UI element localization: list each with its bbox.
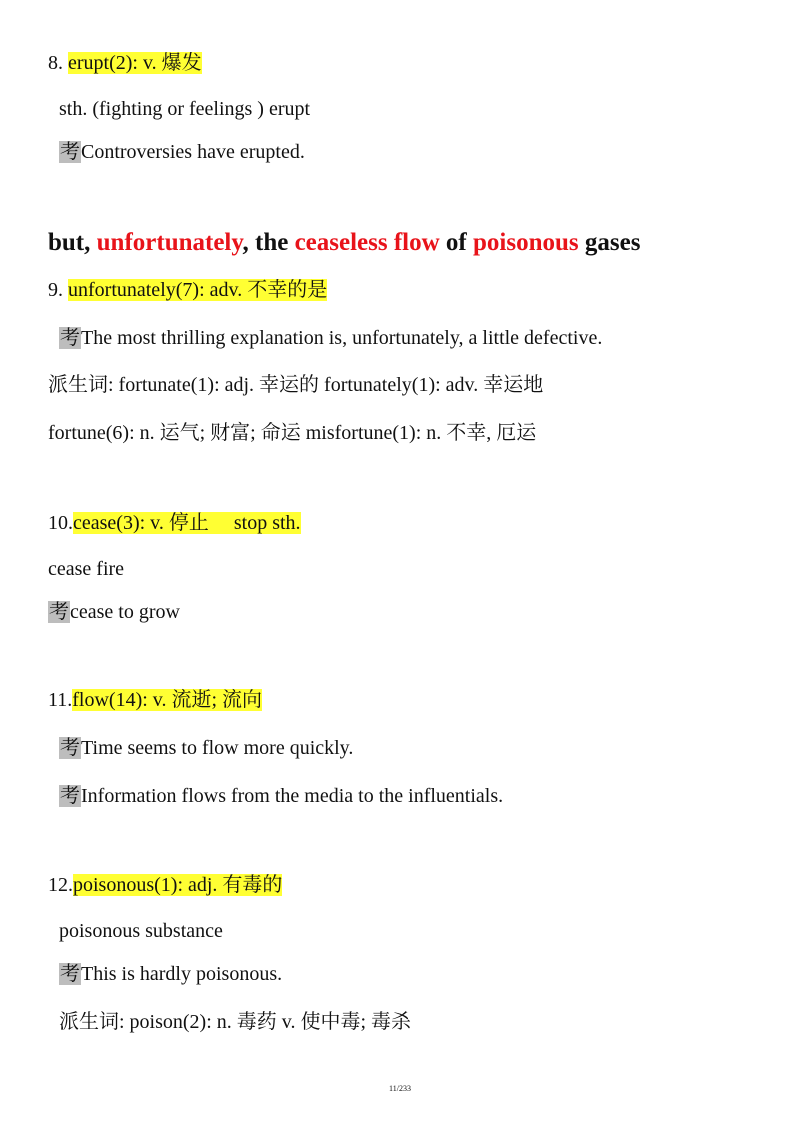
heading-part: gases bbox=[578, 229, 641, 256]
exam-badge: 考 bbox=[60, 963, 80, 985]
exam-badge: 考 bbox=[60, 327, 80, 349]
heading-part: , the bbox=[242, 229, 295, 256]
entry-12-exam-text: This is hardly poisonous. bbox=[81, 963, 283, 985]
entry-12-derived: 派生词: poison(2): n. 毒药 v. 使中毒; 毒杀 bbox=[59, 1011, 412, 1033]
entry-10-exam bbox=[48, 598, 180, 626]
entry-9-derived-2: fortune(6): n. 运气; 财富; 命运 misfortune(1): n. 不幸, 厄运 bbox=[48, 422, 537, 444]
entry-12-header bbox=[48, 871, 282, 899]
heading-part: but, bbox=[48, 229, 97, 256]
entry-11-exam-1-text: Time seems to flow more quickly. bbox=[81, 737, 354, 759]
heading-part: of bbox=[439, 229, 473, 256]
heading-keyword-poisonous: poisonous bbox=[473, 229, 579, 256]
entry-8-number: 8. bbox=[48, 52, 68, 74]
entry-10-header bbox=[48, 509, 301, 537]
entry-12-title: poisonous(1): adj. 有毒的 bbox=[73, 874, 283, 896]
entry-9-title: unfortunately(7): adv. 不幸的是 bbox=[68, 279, 328, 301]
heading-keyword-ceaseless-flow: ceaseless flow bbox=[294, 229, 440, 256]
exam-badge: 考 bbox=[60, 141, 80, 163]
entry-10-number: 10. bbox=[48, 512, 73, 534]
exam-badge: 考 bbox=[60, 737, 80, 759]
entry-12-exam bbox=[59, 960, 282, 988]
entry-11-number: 11. bbox=[48, 689, 73, 711]
entry-12-number: 12. bbox=[48, 874, 73, 896]
entry-11-exam-2 bbox=[59, 782, 503, 810]
entry-8-exam bbox=[59, 138, 305, 166]
heading-keyword-unfortunately: unfortunately bbox=[96, 229, 243, 256]
entry-9-number: 9. bbox=[48, 279, 68, 301]
entry-8-exam-text: Controversies have erupted. bbox=[81, 141, 305, 163]
entry-9-exam bbox=[59, 324, 602, 352]
entry-9-exam-text: The most thrilling explanation is, unfortunately, a little defective. bbox=[81, 327, 603, 349]
entry-11-exam-2-text: Information flows from the media to the influentials. bbox=[81, 785, 504, 807]
entry-10-exam-text: cease to grow bbox=[70, 601, 180, 623]
entry-11-header bbox=[48, 686, 262, 714]
entry-9-header bbox=[48, 276, 327, 304]
exam-badge: 考 bbox=[60, 785, 80, 807]
page-number: 11/233 bbox=[389, 1084, 411, 1093]
entry-8-header bbox=[48, 49, 202, 77]
entry-11-title: flow(14): v. 流逝; 流向 bbox=[72, 689, 263, 711]
entry-12-usage: poisonous substance bbox=[59, 920, 223, 942]
entry-9-derived-1: 派生词: fortunate(1): adj. 幸运的 fortunately(1): adv. 幸运地 bbox=[48, 374, 544, 396]
entry-10-title: cease(3): v. 停止 stop sth. bbox=[73, 512, 301, 534]
entry-11-exam-1 bbox=[59, 734, 353, 762]
sentence-heading bbox=[48, 227, 640, 259]
entry-8-usage: sth. (fighting or feelings ) erupt bbox=[59, 98, 311, 120]
exam-badge: 考 bbox=[49, 601, 69, 623]
entry-10-usage: cease fire bbox=[48, 558, 125, 580]
entry-8-title: erupt(2): v. 爆发 bbox=[68, 52, 202, 74]
